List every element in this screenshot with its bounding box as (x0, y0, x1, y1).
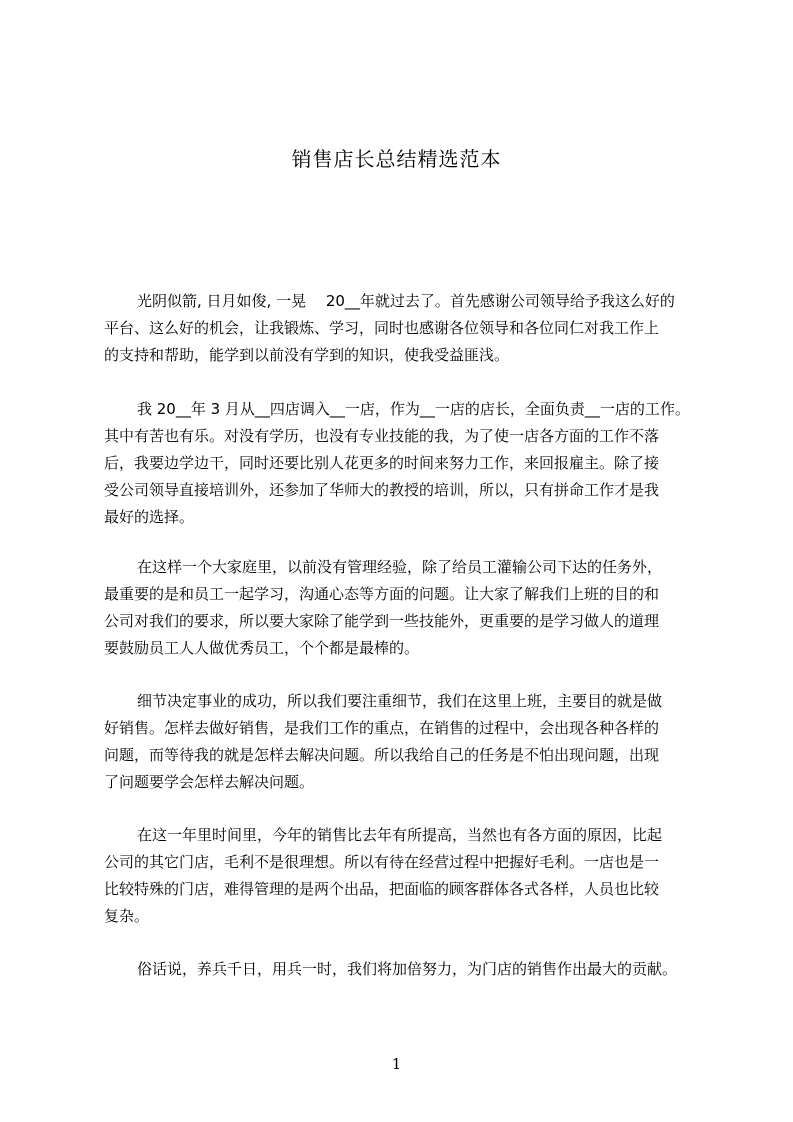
paragraph-line: 其中有苦也有乐。对没有学历，也没有专业技能的我，为了使一店各方面的工作不落 (104, 427, 660, 445)
paragraph-line: 细节决定事业的成功，所以我们要注重细节，我们在这里上班，主要目的就是做 (137, 692, 663, 710)
document-title: 销售店长总结精选范本 (291, 147, 502, 171)
paragraph-line: 公司对我们的要求，所以要大家除了能学到一些技能外，更重要的是学习做人的道理 (104, 612, 660, 630)
paragraph-line: 光阴似箭, 日月如俊, 一晃 20__年就过去了。首先感谢公司领导给予我这么好的 (137, 292, 675, 310)
paragraph-line: 受公司领导直接培训外，还参加了华师大的教授的培训，所以，只有拼命工作才是我 (104, 481, 660, 499)
paragraph-line: 公司的其它门店，毛利不是很理想。所以有待在经营过程中把握好毛利。一店也是一 (104, 853, 660, 871)
paragraph-line: 要鼓励员工人人做优秀员工，个个都是最棒的。 (104, 639, 420, 657)
paragraph-line: 在这样一个大家庭里，以前没有管理经验，除了给员工灌输公司下达的任务外， (137, 558, 663, 576)
paragraph-line: 最重要的是和员工一起学习，沟通心态等方面的问题。让大家了解我们上班的目的和 (104, 585, 660, 603)
paragraph-line: 最好的选择。 (104, 508, 195, 526)
paragraph-line: 好销售。怎样去做好销售，是我们工作的重点，在销售的过程中，会出现各种各样的 (104, 719, 660, 737)
paragraph-line: 我 20__年 3 月从__四店调入__一店，作为__一店的店长，全面负责__一店的工作。 (137, 400, 690, 418)
paragraph-line: 后，我要边学边干，同时还要比别人花更多的时间来努力工作，来回报雇主。除了接 (104, 454, 660, 472)
paragraph-line: 问题，而等待我的就是怎样去解决问题。所以我给自己的任务是不怕出现问题，出现 (104, 746, 660, 764)
paragraph-line: 平台、这么好的机会，让我锻炼、学习，同时也感谢各位领导和各位同仁对我工作上 (104, 319, 660, 337)
paragraph-line: 了问题要学会怎样去解决问题。 (104, 773, 315, 791)
paragraph-line: 的支持和帮助，能学到以前没有学到的知识，使我受益匪浅。 (104, 346, 510, 364)
paragraph-line: 比较特殊的门店，难得管理的是两个出品，把面临的顾客群体各式各样，人员也比较 (104, 880, 660, 898)
page-number: 1 (391, 1055, 402, 1073)
paragraph-line: 复杂。 (104, 907, 150, 925)
paragraph-line: 在这一年里时间里，今年的销售比去年有所提高，当然也有各方面的原因，比起 (137, 826, 663, 844)
paragraph-line: 俗话说，养兵千日，用兵一时，我们将加倍努力，为门店的销售作出最大的贡献。 (137, 960, 678, 978)
